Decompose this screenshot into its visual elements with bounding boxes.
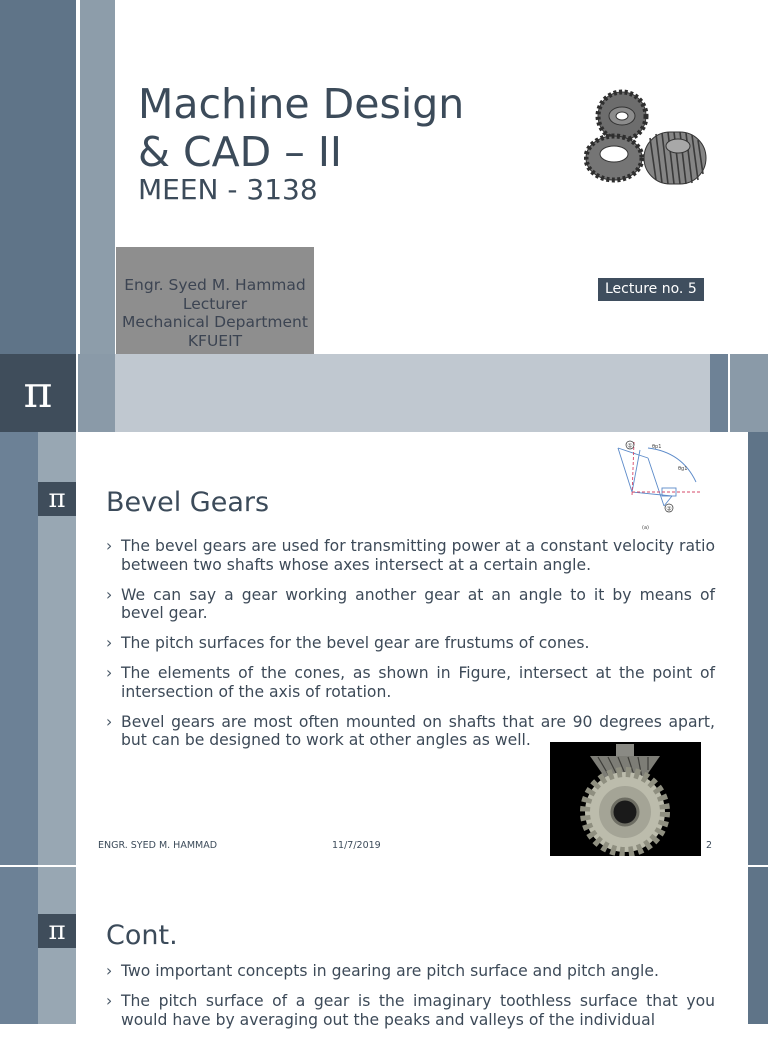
lecture-badge: Lecture no. 5 (598, 278, 704, 301)
course-title-line-2: & CAD – II (138, 128, 342, 176)
pi-logo: π (0, 354, 76, 432)
bullet-list (106, 962, 715, 1041)
diagram-caption: (a) (642, 525, 649, 531)
divider-right-band (730, 354, 768, 432)
slide-left-band (0, 432, 38, 865)
bullet-item: › The pitch surface of a gear is the imaginary toothless surface that you would have by averaging out the peaks and valleys of the individual (106, 992, 715, 1029)
slide-left-band (0, 867, 38, 1024)
course-title (138, 80, 464, 176)
bullet-item: › We can say a gear working another gear at an angle to it by means of bevel gear. (106, 586, 715, 623)
bullet-item: › The elements of the cones, as shown in Figure, intersect at the point of intersection of the axis of rotation. (106, 664, 715, 701)
slide-title: Bevel Gears (106, 487, 270, 518)
top-spur-gear (598, 92, 646, 140)
divider-mid-band (78, 354, 115, 432)
bullet-item: › Bevel gears are most often mounted on shafts that are 90 degrees apart, but can be designed to work at other angles as well. (106, 713, 715, 750)
angle-label-gear: θg1 (678, 466, 688, 472)
angle-label-pinion: θp1 (652, 444, 662, 450)
bullet-item: › The bevel gears are used for transmitting power at a constant velocity ratio between two shafts whose axes intersect at a certain angle. (106, 537, 715, 574)
spur-and-helical-gears-icon (584, 88, 710, 192)
footer-page-number: 2 (706, 840, 713, 851)
helical-gear (644, 132, 706, 184)
slide-separator (0, 865, 768, 867)
bullet-item: › The pitch surfaces for the bevel gear are frustums of cones. (106, 634, 715, 653)
slide-title: Cont. (106, 920, 178, 951)
pi-icon: π (38, 482, 76, 516)
footer-author: ENGR. SYED M. HAMMAD (98, 840, 218, 851)
spiral-bevel-gear-icon (550, 742, 701, 856)
course-code: MEEN - 3138 (138, 173, 318, 206)
title-slide-accent-band (80, 0, 115, 354)
author-box (116, 247, 314, 354)
title-slide-left-band (0, 0, 76, 354)
slide-right-band (748, 867, 768, 1024)
slide-right-band (748, 432, 768, 865)
footer-date: 11/7/2019 (332, 840, 381, 851)
author-name: Engr. Syed M. Hammad (124, 276, 306, 294)
bevel-gear-cone-diagram (612, 436, 704, 532)
divider-light-band (115, 354, 710, 432)
divider-dark-band (710, 354, 728, 432)
pi-icon: π (38, 914, 76, 948)
author-institution: KFUEIT (187, 331, 243, 350)
bullet-item: › Two important concepts in gearing are pitch surface and pitch angle. (106, 962, 715, 981)
diagram-marker-2: ② (666, 505, 672, 513)
author-department: Mechanical Department (122, 313, 308, 331)
bullet-list (106, 537, 715, 761)
course-title-line-1: Machine Design (138, 80, 465, 128)
left-spur-gear (586, 136, 642, 180)
author-role: Lecturer (182, 294, 248, 313)
diagram-marker-1: ① (627, 442, 633, 450)
